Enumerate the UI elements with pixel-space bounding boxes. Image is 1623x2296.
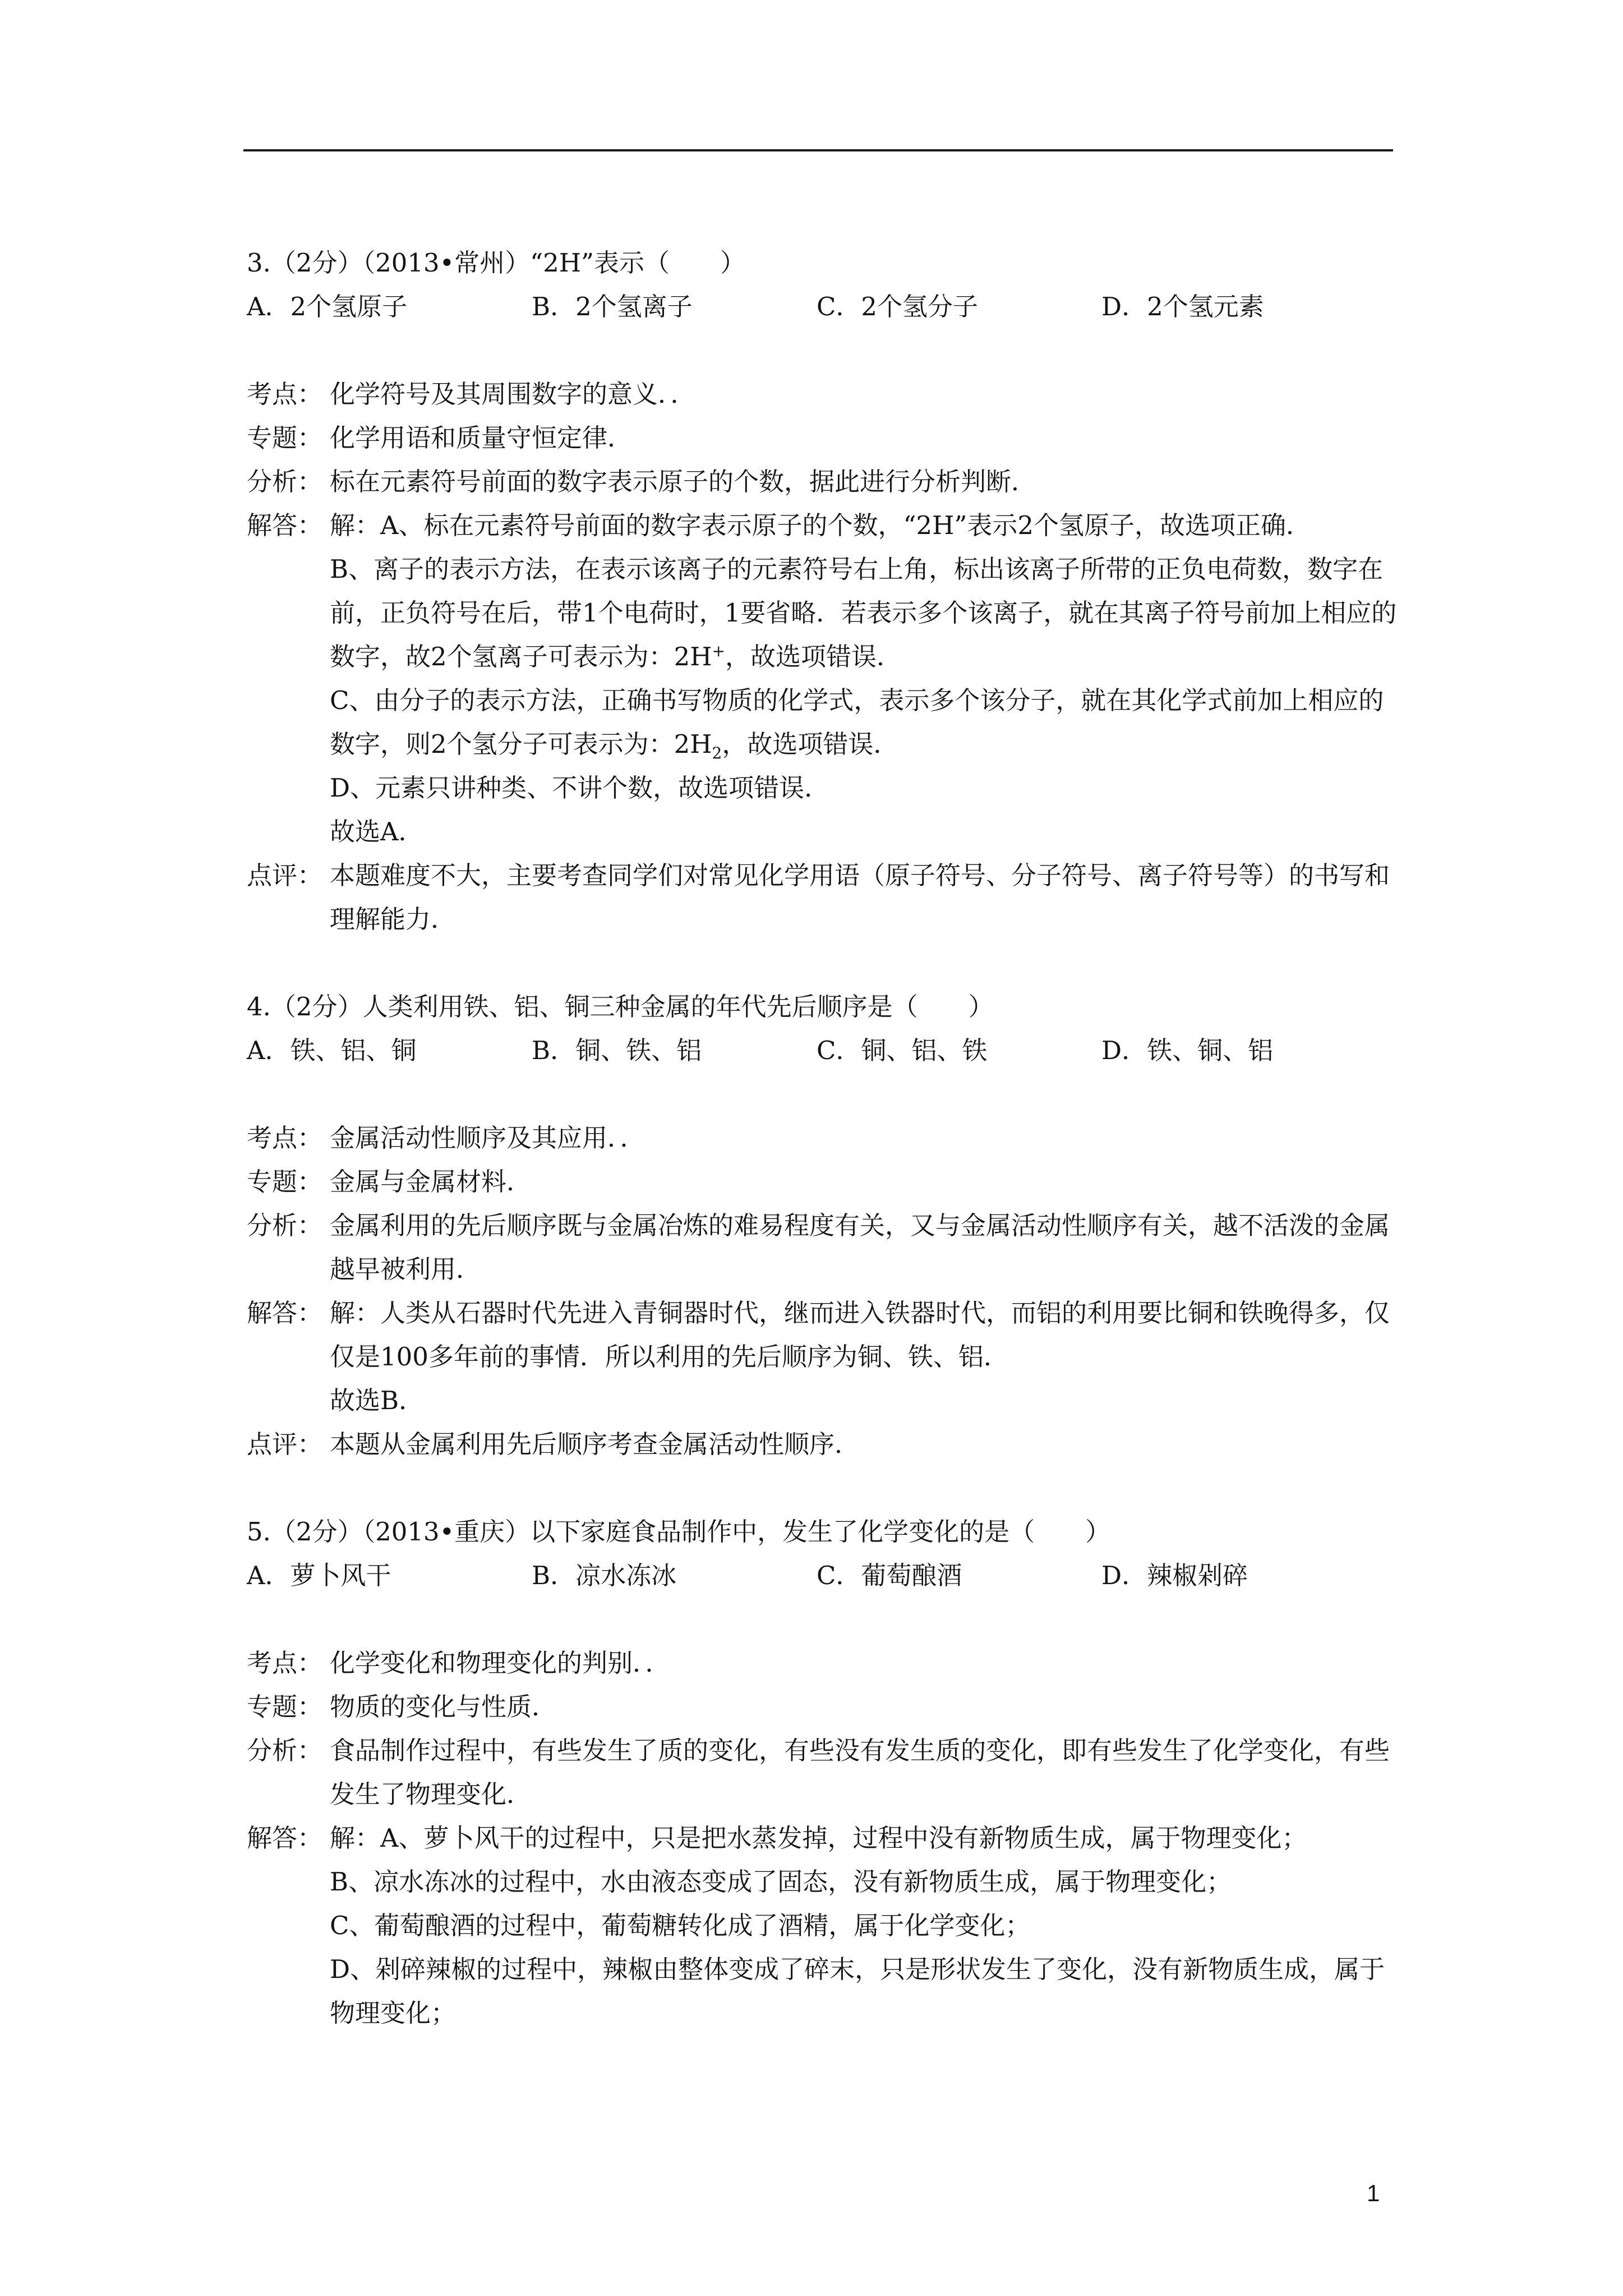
zhuanti-row <box>247 1160 1402 1204</box>
jieda-row <box>247 1291 1402 1423</box>
dianping-row <box>247 1423 1402 1466</box>
jieda-line <box>330 547 1402 679</box>
option-c: C．2个氢分子 <box>817 292 979 321</box>
fenxi-label: 分析： <box>247 467 323 496</box>
dianping-label: 点评： <box>247 861 323 890</box>
fenxi-text: 食品制作过程中，有些发生了质的变化，有些没有发生质的变化，即有些发生了化学变化，有些发生了物理变化． <box>330 1736 1390 1809</box>
question-3-options <box>247 285 1402 329</box>
fenxi-label: 分析： <box>247 1736 323 1765</box>
jieda-c-text: C、由分子的表示方法，正确书写物质的化学式，表示多个该分子，就在其化学式前加上相应的数字，则2个氢分子可表示为： <box>330 685 1384 759</box>
zhuanti-label: 专题： <box>247 423 323 453</box>
fenxi-row <box>247 460 1402 504</box>
question-4-options <box>247 1029 1402 1073</box>
formula-superscript: + <box>712 642 725 660</box>
fenxi-label: 分析： <box>247 1211 323 1240</box>
jieda-label: 解答： <box>247 1823 323 1853</box>
zhuanti-row <box>247 1685 1402 1729</box>
jieda-line: 解：A、标在元素符号前面的数字表示原子的个数，“2H”表示2个氢原子，故选项正确． <box>330 510 1312 540</box>
dianping-label: 点评： <box>247 1429 323 1459</box>
option-a: A．铁、铝、铜 <box>247 1036 417 1065</box>
option-c: C．铜、铝、铁 <box>817 1036 988 1065</box>
jieda-label: 解答： <box>247 1298 323 1328</box>
page-content <box>247 241 1402 2035</box>
jieda-line: D、元素只讲种类、不讲个数，故选项错误． <box>330 773 830 803</box>
page-number: 1 <box>1367 2180 1380 2206</box>
kaodian-row <box>247 372 1402 416</box>
zhuanti-text: 金属与金属材料． <box>330 1167 532 1197</box>
formula-2h2: 2H <box>674 729 712 759</box>
option-c: C．葡萄酿酒 <box>817 1561 962 1590</box>
dianping-text: 本题从金属利用先后顺序考查金属活动性顺序． <box>330 1429 860 1459</box>
fenxi-row <box>247 1729 1402 1816</box>
option-b: B．2个氢离子 <box>532 292 693 321</box>
jieda-row <box>247 504 1402 854</box>
formula-subscript: 2 <box>712 744 722 762</box>
jieda-line: 解：人类从石器时代先进入青铜器时代，继而进入铁器时代，而铝的利用要比铜和铁晚得多，仅仅是100多年前的事情．所以利用的先后顺序为铜、铁、铝． <box>330 1298 1390 1372</box>
jieda-c-tail: ，故选项错误． <box>722 729 899 759</box>
dianping-text: 本题难度不大，主要考查同学们对常见化学用语（原子符号、分子符号、离子符号等）的书写和理解能力． <box>330 861 1390 934</box>
kaodian-text: 化学符号及其周围数字的意义．． <box>330 379 696 409</box>
jieda-line: 故选B． <box>330 1386 425 1415</box>
jieda-line <box>330 679 1402 766</box>
kaodian-label: 考点： <box>247 379 323 409</box>
option-b: B．铜、铁、铝 <box>532 1036 702 1065</box>
kaodian-label: 考点： <box>247 1648 323 1678</box>
option-a: A．萝卜风干 <box>247 1561 391 1590</box>
fenxi-text: 金属利用的先后顺序既与金属冶炼的难易程度有关，又与金属活动性顺序有关，越不活泼的金属越早被利用． <box>330 1211 1390 1284</box>
jieda-row <box>247 1816 1402 2035</box>
fenxi-row <box>247 1204 1402 1291</box>
question-3-stem: 3.（2分）（2013•常州）“2H”表示（ ） <box>247 248 746 278</box>
zhuanti-text: 物质的变化与性质． <box>330 1692 557 1722</box>
option-d: D．铁、铜、铝 <box>1101 1036 1274 1065</box>
jieda-line: 解：A、萝卜风干的过程中，只是把水蒸发掉，过程中没有新物质生成，属于物理变化； <box>330 1823 1307 1853</box>
jieda-line: D、剁碎辣椒的过程中，辣椒由整体变成了碎末，只是形状发生了变化，没有新物质生成，属于物理变化； <box>330 1954 1385 2028</box>
jieda-label: 解答： <box>247 510 323 540</box>
zhuanti-row <box>247 416 1402 460</box>
formula-2h-plus: 2H <box>674 642 712 671</box>
kaodian-text: 金属活动性顺序及其应用．． <box>330 1123 645 1153</box>
option-b: B．凉水冻冰 <box>532 1561 677 1590</box>
question-5-options <box>247 1554 1402 1598</box>
kaodian-label: 考点： <box>247 1123 323 1153</box>
option-d: D．辣椒剁碎 <box>1101 1561 1248 1590</box>
jieda-line: B、凉水冻冰的过程中，水由液态变成了固态，没有新物质生成，属于物理变化； <box>330 1867 1232 1897</box>
zhuanti-label: 专题： <box>247 1692 323 1722</box>
dianping-row <box>247 854 1402 941</box>
jieda-b-tail: ，故选项错误． <box>725 642 902 671</box>
option-a: A．2个氢原子 <box>247 292 408 321</box>
jieda-line: C、葡萄酿酒的过程中，葡萄糖转化成了酒精，属于化学变化； <box>330 1911 1031 1940</box>
fenxi-text: 标在元素符号前面的数字表示原子的个数，据此进行分析判断． <box>330 467 1037 496</box>
kaodian-text: 化学变化和物理变化的判别．． <box>330 1648 671 1678</box>
header-rule <box>243 149 1393 151</box>
option-d: D．2个氢元素 <box>1101 292 1264 321</box>
kaodian-row <box>247 1116 1402 1160</box>
jieda-b-text: B、离子的表示方法，在表示该离子的元素符号右上角，标出该离子所带的正负电荷数，数字在前，正负符号在后，带1个电荷时，1要省略．若表示多个该离子，就在其离子符号前加上相应的数字，故2个氢离子可表示为： <box>330 554 1397 671</box>
kaodian-row <box>247 1641 1402 1685</box>
zhuanti-text: 化学用语和质量守恒定律． <box>330 423 633 453</box>
jieda-line: 故选A． <box>330 817 424 846</box>
question-4-stem: 4.（2分）人类利用铁、铝、铜三种金属的年代先后顺序是（ ） <box>247 992 994 1022</box>
zhuanti-label: 专题： <box>247 1167 323 1197</box>
question-5-stem: 5.（2分）（2013•重庆）以下家庭食品制作中，发生了化学变化的是（ ） <box>247 1517 1111 1547</box>
